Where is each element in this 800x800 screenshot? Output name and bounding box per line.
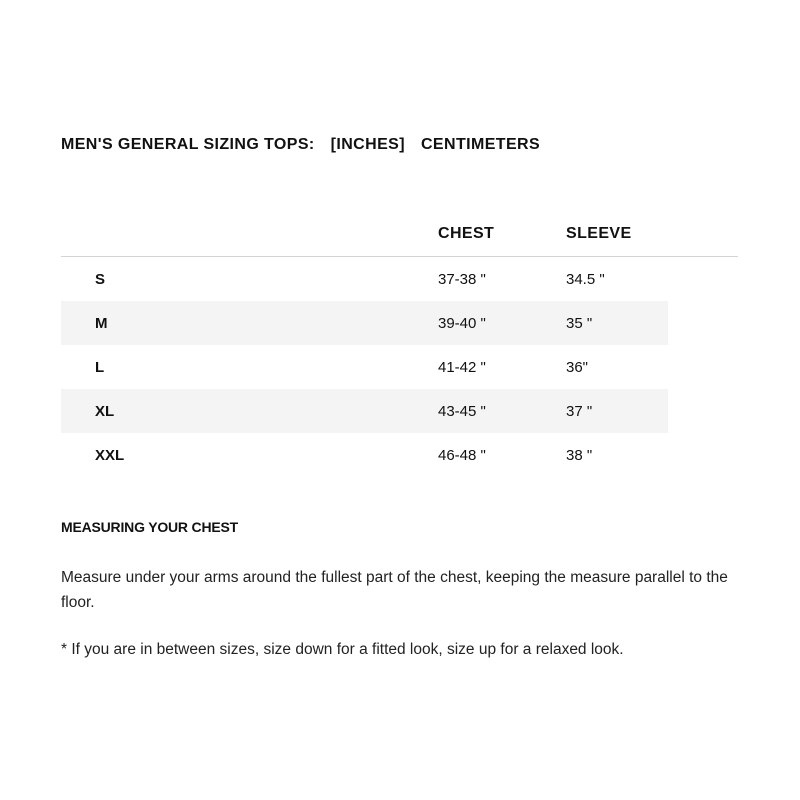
sleeve-value: 35 " [566, 315, 593, 332]
size-chart-table [61, 214, 738, 477]
unit-inches-toggle[interactable]: [INCHES] [330, 136, 405, 153]
sleeve-value: 38 " [566, 447, 593, 464]
chest-value: 41-42 " [438, 359, 486, 376]
size-label: XXL [95, 447, 125, 464]
chest-value: 37-38 " [438, 271, 486, 288]
sizing-header [61, 136, 556, 154]
table-header [61, 214, 738, 257]
sleeve-value: 34.5 " [566, 271, 605, 288]
size-label: M [95, 315, 108, 332]
table-row [61, 345, 668, 389]
size-label: L [95, 359, 105, 376]
table-row [61, 389, 668, 433]
measuring-section-title: MEASURING YOUR CHEST [61, 519, 238, 535]
measuring-description: Measure under your arms around the fullest part of the chest, keeping the measure parallel to the floor. [61, 569, 728, 611]
size-label: XL [95, 403, 115, 420]
column-header-sleeve: SLEEVE [566, 225, 632, 242]
table-row [61, 433, 668, 477]
chest-value: 43-45 " [438, 403, 486, 420]
chest-value: 46-48 " [438, 447, 486, 464]
sleeve-value: 36" [566, 359, 589, 376]
table-row [61, 301, 668, 345]
sizing-footnote: * If you are in between sizes, size down for a fitted look, size up for a relaxed look. [61, 641, 624, 658]
table-row [61, 257, 668, 301]
page-title: MEN'S GENERAL SIZING TOPS: [61, 136, 315, 153]
sleeve-value: 37 " [566, 403, 593, 420]
column-header-chest: CHEST [438, 225, 495, 242]
size-label: S [95, 271, 106, 288]
unit-centimeters-toggle[interactable]: CENTIMETERS [420, 136, 541, 153]
chest-value: 39-40 " [438, 315, 486, 332]
